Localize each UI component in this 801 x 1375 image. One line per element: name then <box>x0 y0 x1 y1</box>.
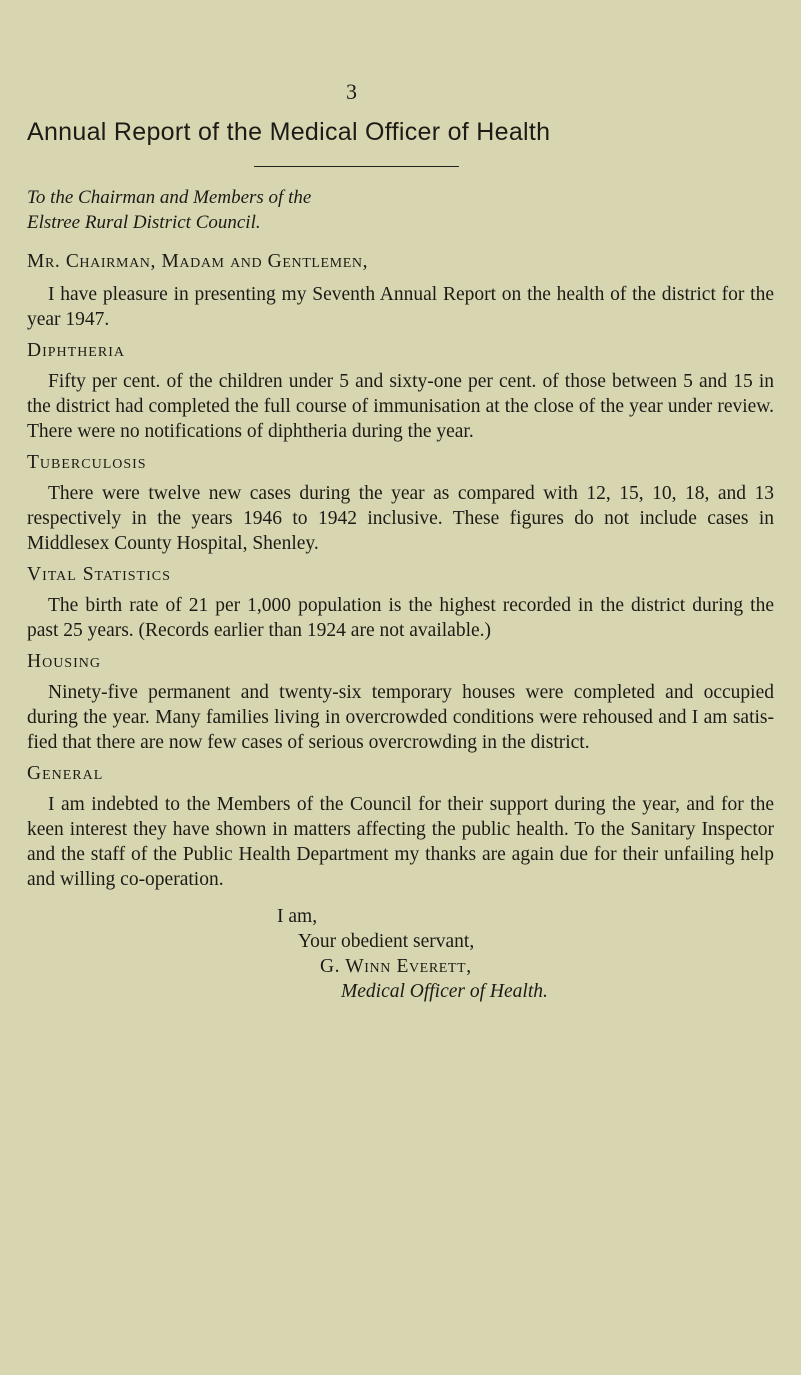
section-heading: Diphtheria <box>27 340 125 361</box>
signatory-name: G. Winn Everett, <box>320 956 472 977</box>
page-number: 3 <box>346 79 357 104</box>
section-heading: Vital Statistics <box>27 564 171 585</box>
section-text: Fifty per cent. of the children under 5 and sixty-one per cent. of those between 5 and 15 in the district had completed the full course of immunisation at the close of the year under review. There were no notifications of diphtheria during the year. <box>27 371 774 442</box>
section-text: I am indebted to the Members of the Council for their support during the year, and for the keen interest they have shown in matters affecting the public health. To the Sanitary Inspector and the staff of the Public Health Department my thanks are again due for their unfailing help and willing co-operation. <box>27 794 774 890</box>
section-heading: General <box>27 763 104 784</box>
addressee-line: Elstree Rural District Council. <box>27 212 261 233</box>
letter-body <box>27 249 774 892</box>
signoff-line: I am, <box>277 906 318 927</box>
signatory-position: Medical Officer of Health. <box>341 981 548 1002</box>
signoff-line: Your obedient servant, <box>298 931 475 952</box>
page-content <box>27 78 774 1004</box>
section-heading: Housing <box>27 651 101 672</box>
addressee <box>27 185 774 235</box>
intro-paragraph: I have pleasure in presenting my Seventh Annual Report on the health of the district for the year 1947. <box>27 284 774 330</box>
section-text: Ninety-five permanent and twenty-six temporary houses were completed and occupied during the year. Many families living in overcrowded conditions were rehoused and I am satis- fied that there are now few cases of serious overcrowding in the district. <box>27 682 774 753</box>
section-heading: Tuberculosis <box>27 452 147 473</box>
addressee-line: To the Chairman and Members of the <box>27 187 312 208</box>
signoff <box>27 904 774 1004</box>
report-title: Annual Report of the Medical Officer of Health <box>27 118 551 146</box>
section-text: The birth rate of 21 per 1,000 population is the highest recorded in the district during the past 25 years. (Records earlier than 1924 are not available.) <box>27 595 774 641</box>
title-rule <box>254 166 459 167</box>
salutation: Mr. Chairman, Madam and Gentlemen, <box>27 251 369 272</box>
section-text: There were twelve new cases during the year as compared with 12, 15, 10, 18, and 13 respectively in the years 1946 to 1942 inclusive. These figures do not include cases in Middlesex County Hospital, Shenley. <box>27 483 774 554</box>
